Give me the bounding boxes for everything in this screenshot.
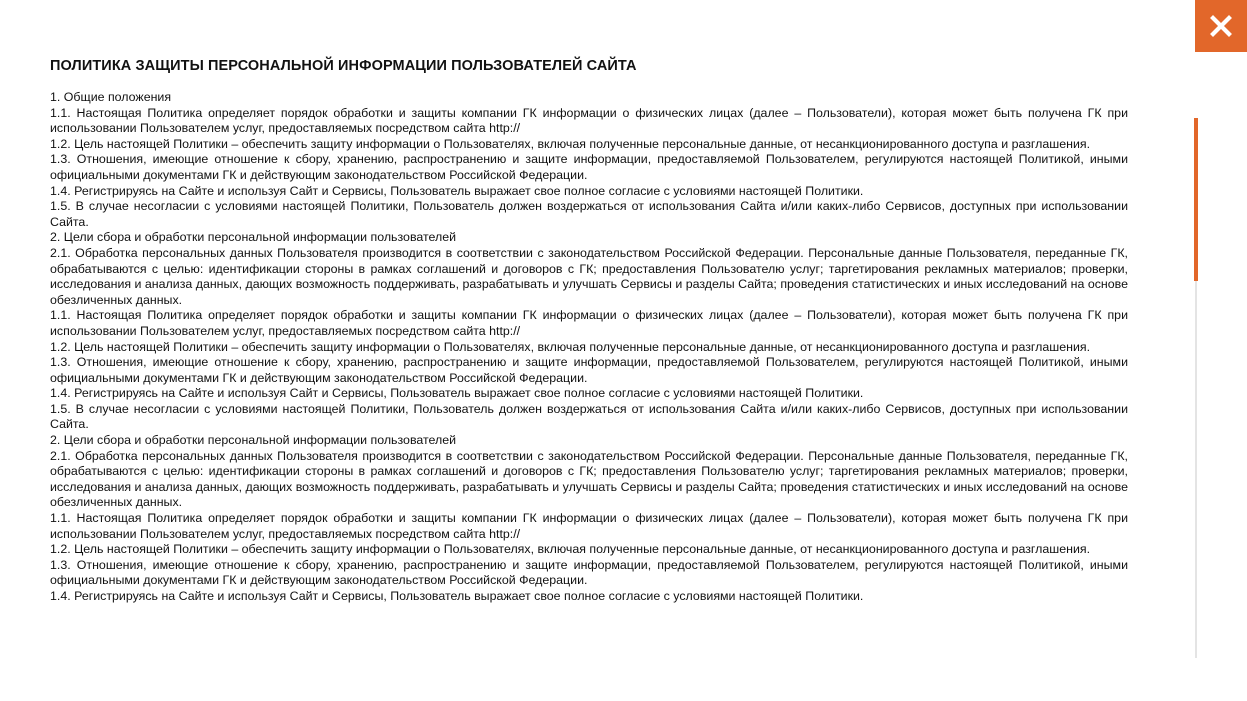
policy-paragraph: 2.1. Обработка персональных данных Пользователя производится в соответствии с законодательством Российской Федерации. Персональные данные Пользователя, переданные ГК, обрабатываются с целью: идентификации стороны в рамках соглашений и договоров с ГК; предоставления Пользователю услуг; таргетирования рекламных материалов; проверки, исследования и анализа данных, дающих возможность поддерживать, разрабатывать и улучшать Сервисы и разделы Сайта; проведения статистических и иных исследований на основе обезличенных данных.: [50, 245, 1128, 307]
policy-content[interactable]: [50, 90, 1128, 652]
policy-paragraph: 1.4. Регистрируясь на Сайте и используя Сайт и Сервисы, Пользователь выражает свое полное согласие с условиями настоящей Политики.: [50, 386, 864, 401]
section-heading: 1. Общие положения: [50, 90, 172, 104]
policy-paragraph: 2.1. Обработка персональных данных Пользователя производится в соответствии с законодательством Российской Федерации. Персональные данные Пользователя, переданные ГК, обрабатываются с целью: идентификации стороны в рамках соглашений и договоров с ГК; предоставления Пользователю услуг; таргетирования рекламных материалов; проверки, исследования и анализа данных, дающих возможность поддерживать, разрабатывать и улучшать Сервисы и разделы Сайта; проведения статистических и иных исследований на основе обезличенных данных.: [50, 448, 1128, 510]
scrollbar-track[interactable]: [1195, 118, 1197, 658]
policy-paragraph: 1.1. Настоящая Политика определяет порядок обработки и защиты компании ГК информации о физических лицах (далее – Пользователи), которая может быть получена ГК при использовании Пользователем услуг, предоставляемых посредством сайта http://: [50, 105, 1128, 136]
close-button[interactable]: [1195, 0, 1247, 52]
scrollbar-thumb[interactable]: [1194, 118, 1198, 281]
section-heading: 2. Цели сбора и обработки персональной информации пользователей: [50, 230, 457, 245]
policy-paragraph: 1.3. Отношения, имеющие отношение к сбору, хранению, распространению и защите информации, предоставляемой Пользователем, регулируются настоящей Политикой, иными официальными документами ГК и действующим законодательством Российской Федерации.: [50, 355, 1128, 385]
policy-paragraph: 1.3. Отношения, имеющие отношение к сбору, хранению, распространению и защите информации, предоставляемой Пользователем, регулируются настоящей Политикой, иными официальными документами ГК и действующим законодательством Российской Федерации.: [50, 152, 1128, 182]
policy-paragraph: 1.3. Отношения, имеющие отношение к сбору, хранению, распространению и защите информации, предоставляемой Пользователем, регулируются настоящей Политикой, иными официальными документами ГК и действующим законодательством Российской Федерации.: [50, 557, 1128, 588]
policy-paragraph: 1.2. Цель настоящей Политики – обеспечить защиту информации о Пользователях, включая полученные персональные данные, от несанкционированного доступа и разглашения.: [50, 136, 1091, 151]
policy-paragraph: 1.5. В случае несогласии с условиями настоящей Политики, Пользователь должен воздержаться от использования Сайта и/или каких-либо Сервисов, доступных при использовании Сайта.: [50, 199, 1128, 229]
policy-paragraph: 1.2. Цель настоящей Политики – обеспечить защиту информации о Пользователях, включая полученные персональные данные, от несанкционированного доступа и разглашения.: [50, 339, 1091, 354]
close-icon: [1210, 15, 1232, 37]
section-heading: 2. Цели сбора и обработки персональной информации пользователей: [50, 433, 457, 448]
policy-paragraph: 1.1. Настоящая Политика определяет порядок обработки и защиты компании ГК информации о физических лицах (далее – Пользователи), которая может быть получена ГК при использовании Пользователем услуг, предоставляемых посредством сайта http://: [50, 308, 1128, 338]
policy-paragraph: 1.4. Регистрируясь на Сайте и используя Сайт и Сервисы, Пользователь выражает свое полное согласие с условиями настоящей Политики.: [50, 183, 864, 198]
page-title: ПОЛИТИКА ЗАЩИТЫ ПЕРСОНАЛЬНОЙ ИНФОРМАЦИИ ПОЛЬЗОВАТЕЛЕЙ САЙТА: [50, 58, 637, 74]
policy-paragraph: 1.2. Цель настоящей Политики – обеспечить защиту информации о Пользователях, включая полученные персональные данные, от несанкционированного доступа и разглашения.: [50, 542, 1091, 557]
policy-paragraph: 1.1. Настоящая Политика определяет порядок обработки и защиты компании ГК информации о физических лицах (далее – Пользователи), которая может быть получена ГК при использовании Пользователем услуг, предоставляемых посредством сайта http://: [50, 511, 1128, 541]
policy-paragraph: 1.4. Регистрируясь на Сайте и используя Сайт и Сервисы, Пользователь выражает свое полное согласие с условиями настоящей Политики.: [50, 589, 864, 603]
policy-paragraph: 1.5. В случае несогласии с условиями настоящей Политики, Пользователь должен воздержаться от использования Сайта и/или каких-либо Сервисов, доступных при использовании Сайта.: [50, 401, 1128, 432]
